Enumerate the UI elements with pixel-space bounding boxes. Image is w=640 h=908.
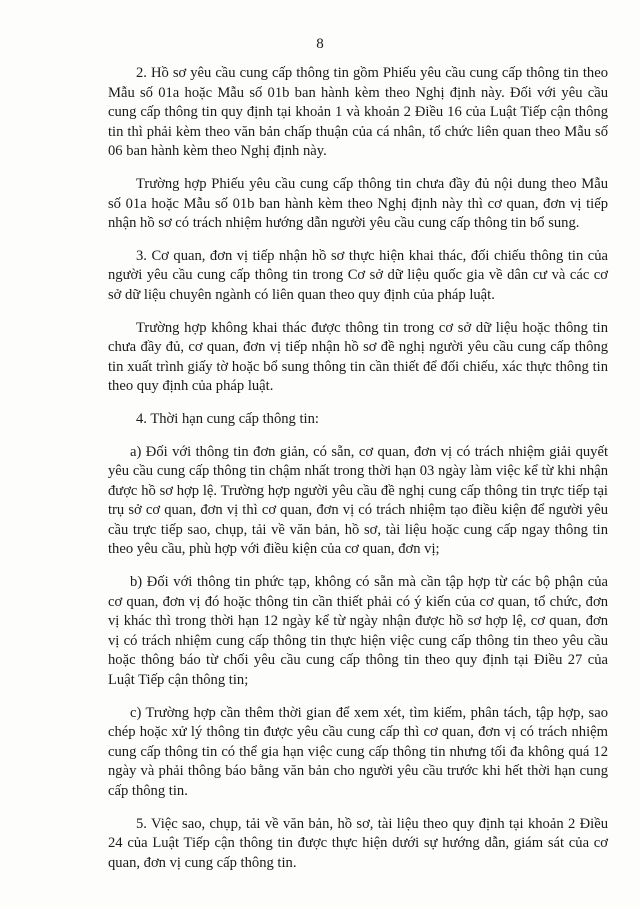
paragraph-not-found-case: Trường hợp không khai thác được thông tin trong cơ sở dữ liệu hoặc thông tin chưa đầy đủ, cơ quan, đơn vị tiếp nhận hồ sơ đề nghị người yêu cầu cung cấp thông tin xuất trình giấy tờ hoặc bổ sung thông tin cần thiết để đối chiếu, xác thực thông tin theo quy định của pháp luật. bbox=[108, 319, 608, 395]
document-body bbox=[108, 64, 608, 886]
paragraph-item-4-heading: 4. Thời hạn cung cấp thông tin: bbox=[136, 410, 319, 427]
paragraph-item-2: 2. Hồ sơ yêu cầu cung cấp thông tin gồm Phiếu yêu cầu cung cấp thông tin theo Mẫu số 01a hoặc Mẫu số 01b ban hành kèm theo Nghị định này. Đối với yêu cầu cung cấp thông tin quy định tại khoản 1 và khoản 2 Điều 16 của Luật Tiếp cận thông tin thì phải kèm theo văn bản chấp thuận của cá nhân, tổ chức liên quan theo Mẫu số 06 ban hành kèm theo Nghị định này. bbox=[108, 65, 608, 160]
page-number: 8 bbox=[316, 36, 324, 52]
paragraph-item-4b: b) Đối với thông tin phức tạp, không có sẵn mà cần tập hợp từ các bộ phận của cơ quan, đơn vị đó hoặc thông tin cần thiết phải có ý kiến của cơ quan, tổ chức, đơn vị khác thì trong thời hạn 12 ngày kể từ ngày nhận được hồ sơ hợp lệ, cơ quan, đơn vị có trách nhiệm cung cấp thông tin thực hiện việc cung cấp thông tin theo yêu cầu hoặc thông báo từ chối yêu cầu cung cấp thông tin theo quy định tại Điều 27 của Luật Tiếp cận thông tin; bbox=[108, 574, 608, 689]
paragraph-item-3: 3. Cơ quan, đơn vị tiếp nhận hồ sơ thực hiện khai thác, đối chiếu thông tin của người yêu cầu cung cấp thông tin trong Cơ sở dữ liệu quốc gia về dân cư và các cơ sở dữ liệu chuyên ngành có liên quan theo quy định của pháp luật. bbox=[108, 247, 608, 303]
paragraph-item-5: 5. Việc sao, chụp, tải về văn bản, hồ sơ, tài liệu theo quy định tại khoản 2 Điều 24 của Luật Tiếp cận thông tin được thực hiện dưới sự hướng dẫn, giám sát của cơ quan, đơn vị cung cấp thông tin. bbox=[108, 815, 608, 871]
paragraph-item-4a: a) Đối với thông tin đơn giản, có sẵn, cơ quan, đơn vị có trách nhiệm giải quyết yêu cầu cung cấp thông tin chậm nhất trong thời hạn 03 ngày làm việc kể từ khi nhận được hồ sơ hợp lệ. Trường hợp người yêu cầu đề nghị cung cấp thông tin trực tiếp tại trụ sở cơ quan, đơn vị thì cơ quan, đơn vị có trách nhiệm tạo điều kiện để người yêu cầu trực tiếp sao, chụp, tải về văn bản, hồ sơ, tài liệu hoặc cung cấp ngay thông tin theo yêu cầu, phù hợp với điều kiện của cơ quan, đơn vị; bbox=[108, 443, 608, 558]
paragraph-incomplete-form: Trường hợp Phiếu yêu cầu cung cấp thông tin chưa đầy đủ nội dung theo Mẫu số 01a hoặc Mẫu số 01b ban hành kèm theo Nghị định này thì cơ quan, đơn vị tiếp nhận hồ sơ có trách nhiệm hướng dẫn người yêu cầu cung cấp thông tin bổ sung. bbox=[108, 175, 608, 232]
paragraph-item-4c: c) Trường hợp cần thêm thời gian để xem xét, tìm kiếm, phân tách, tập hợp, sao chép hoặc xử lý thông tin được yêu cầu cung cấp thì cơ quan, đơn vị có trách nhiệm cung cấp thông tin có thể gia hạn việc cung cấp thông tin nhưng tối đa không quá 12 ngày và phải thông báo bằng văn bản cho người yêu cầu trước khi hết thời hạn cung cấp thông tin. bbox=[108, 704, 608, 799]
